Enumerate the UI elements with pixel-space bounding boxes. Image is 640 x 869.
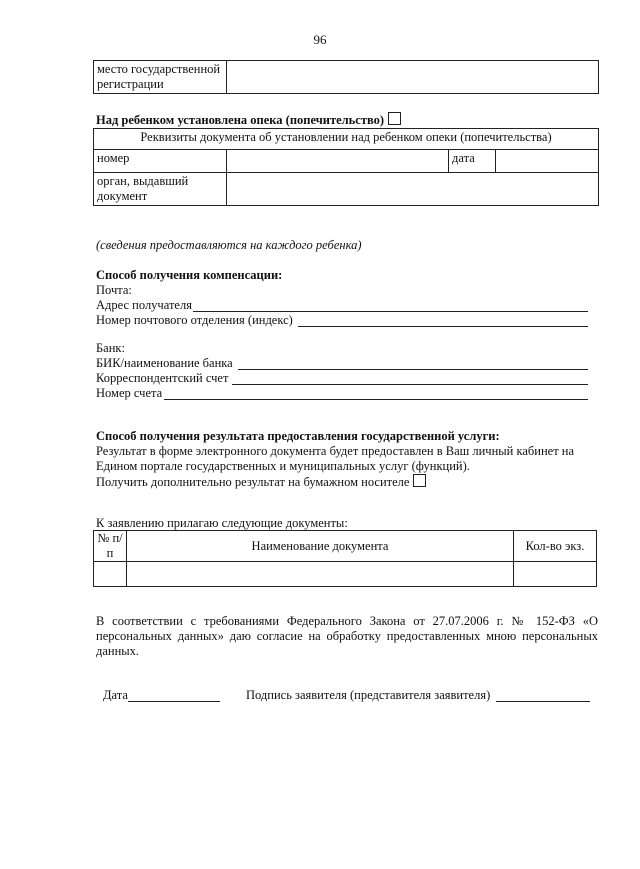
paper-option (96, 474, 426, 490)
documents-col-num: № п/п (94, 531, 127, 562)
bik-label: БИК/наименование банка (96, 356, 233, 370)
registration-place-value[interactable] (227, 61, 599, 94)
result-heading: Способ получения результата предоставления государственной услуги: (96, 429, 500, 443)
guardianship-heading (96, 112, 401, 128)
recipient-address-field[interactable] (193, 311, 588, 312)
signature-field[interactable] (496, 701, 590, 702)
corr-account-field[interactable] (232, 384, 588, 385)
registration-place-table (93, 60, 599, 94)
date-label: Дата (103, 688, 128, 702)
paper-option-label: Получить дополнительно результат на бумажном носителе (96, 475, 410, 489)
guardianship-table (93, 128, 599, 206)
account-number-label: Номер счета (96, 386, 163, 400)
guardianship-issuer-label: орган, выдавший документ (94, 173, 227, 206)
guardianship-heading-text: Над ребенком установлена опека (попечительство) (96, 113, 385, 127)
guardianship-checkbox[interactable] (388, 112, 401, 125)
corr-account-label: Корреспондентский счет (96, 371, 229, 385)
registration-place-label: место государственной регистрации (94, 61, 227, 94)
bank-label: Банк: (96, 341, 125, 355)
guardianship-date-value[interactable] (496, 150, 599, 173)
recipient-address-label: Адрес получателя (96, 298, 192, 312)
result-text: Результат в форме электронного документа будет предоставлен в Ваш личный кабинет на Едином портале государственных и муниципальных услуг (функций). (96, 444, 575, 473)
compensation-heading: Способ получения компенсации: (96, 268, 283, 282)
guardianship-number-label: номер (94, 150, 227, 173)
documents-row-num[interactable] (94, 562, 127, 587)
guardianship-number-value[interactable] (227, 150, 449, 173)
mail-label: Почта: (96, 283, 132, 297)
documents-table (93, 530, 597, 587)
date-field[interactable] (128, 701, 220, 702)
per-child-note: (сведения предоставляются на каждого ребенка) (96, 238, 362, 252)
guardianship-date-label: дата (449, 150, 496, 173)
guardianship-table-title: Реквизиты документа об установлении над ребенком опеки (попечительства) (94, 129, 599, 150)
page-number: 96 (313, 32, 327, 47)
paper-option-checkbox[interactable] (413, 474, 426, 487)
consent-text: В соответствии с требованиями Федерального Закона от 27.07.2006 г. № 152-ФЗ «О персональных данных» даю согласие на обработку предоставленных мною персональных данных. (96, 614, 598, 658)
account-number-field[interactable] (164, 399, 588, 400)
bik-field[interactable] (238, 369, 588, 370)
documents-heading: К заявлению прилагаю следующие документы: (96, 516, 348, 530)
post-office-label: Номер почтового отделения (индекс) (96, 313, 293, 327)
documents-row-name[interactable] (127, 562, 514, 587)
guardianship-issuer-value[interactable] (227, 173, 599, 206)
signature-label: Подпись заявителя (представителя заявителя) (246, 688, 491, 702)
documents-col-name: Наименование документа (127, 531, 514, 562)
post-office-field[interactable] (298, 326, 588, 327)
documents-row-count[interactable] (514, 562, 597, 587)
documents-col-count: Кол-во экз. (514, 531, 597, 562)
